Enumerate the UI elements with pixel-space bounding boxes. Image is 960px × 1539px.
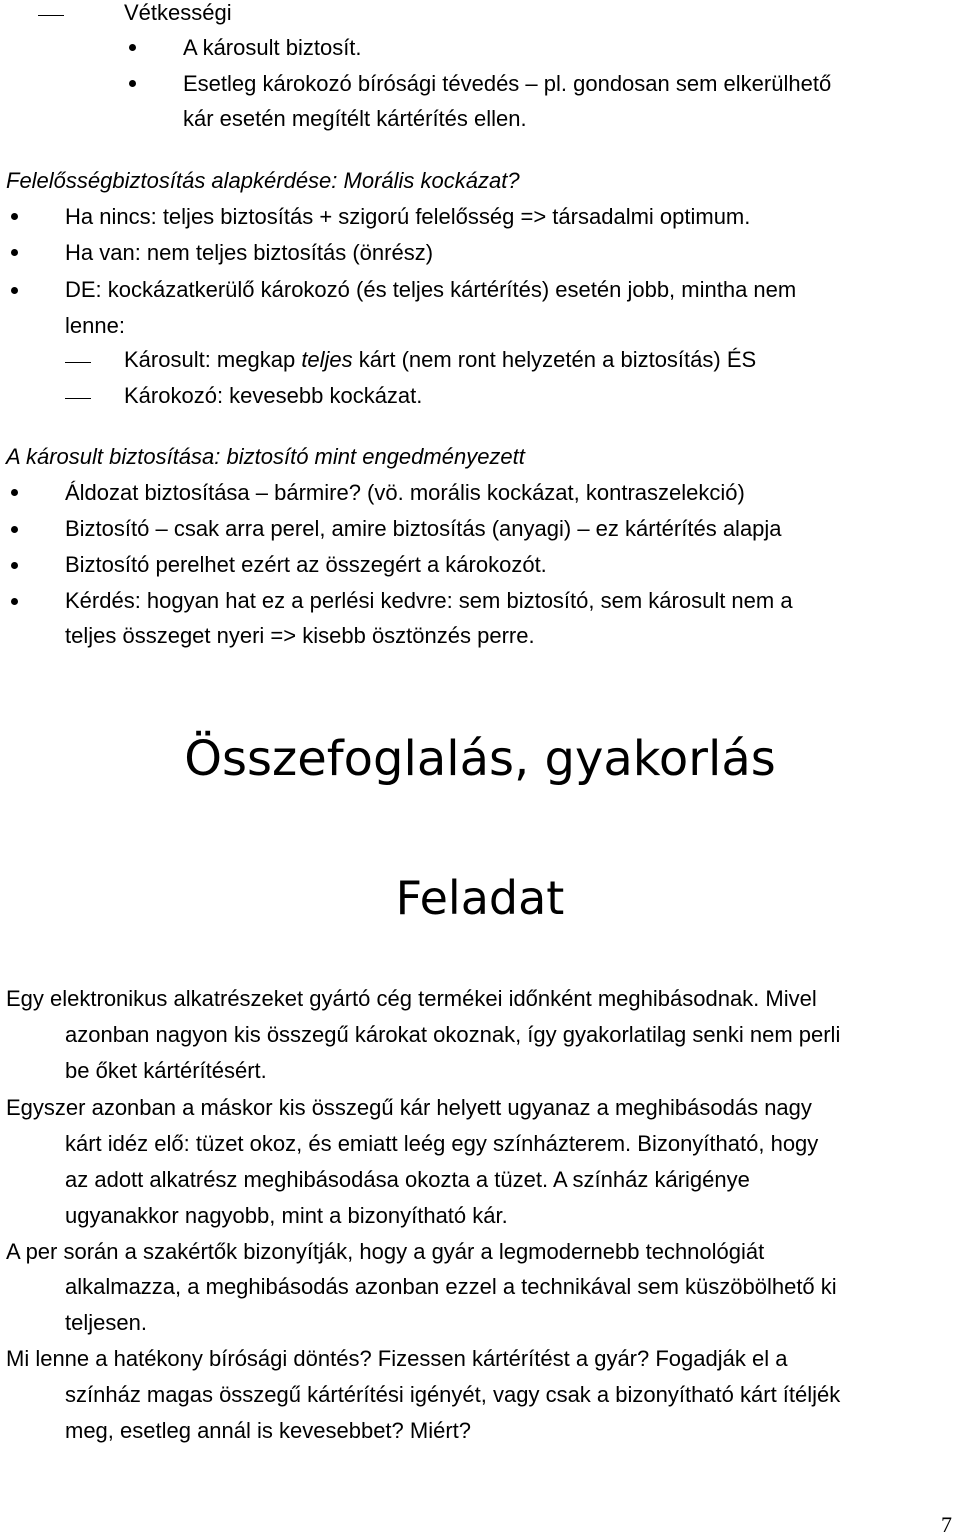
bullet-marker [11,526,18,533]
bullet-ha-van: Ha van: nem teljes biztosítás (önrész) [65,240,434,265]
task-paragraph-2-line-3: az adott alkatrész meghibásodása okozta a tüzet. A színház kárigénye [65,1167,750,1192]
task-paragraph-3-line-3: teljesen. [65,1310,147,1335]
bullet-de-kockazatkerulo-cont: lenne: [65,313,125,338]
bullet-marker [11,213,18,220]
bullet-marker [129,44,136,51]
bullet-marker [11,249,18,256]
task-paragraph-4-line-2: színház magas összegű kártérítési igényét, vagy csak a bizonyítható kárt ítéljék [65,1382,841,1407]
heading-osszefoglalas: Összefoglalás, gyakorlás [184,731,776,787]
dash-marker [38,15,64,16]
bullet-biztosito-perelhet: Biztosító perelhet ezért az összegért a károkozót. [65,552,547,577]
task-paragraph-2-line-2: kárt idéz elő: tüzet okoz, és emiatt leég egy színházterem. Bizonyítható, hogy [65,1131,819,1156]
task-paragraph-3-line-1: A per során a szakértők bizonyítják, hogy a gyár a legmodernebb technológiát [6,1239,765,1264]
task-paragraph-4-line-1: Mi lenne a hatékony bírósági döntés? Fizessen kártérítést a gyár? Fogadják el a [6,1346,788,1371]
dash-item-karokozo: Károkozó: kevesebb kockázat. [124,383,423,408]
task-paragraph-2-line-1: Egyszer azonban a máskor kis összegű kár helyett ugyanaz a meghibásodás nagy [6,1095,812,1120]
task-paragraph-1-line-2: azonban nagyon kis összegű károkat okoznak, így gyakorlatilag senki nem perli [65,1022,841,1047]
dash-item-karosult: Károsult: megkap teljes kárt (nem ront helyzetén a biztosítás) ÉS [124,347,757,372]
task-paragraph-4-line-3: meg, esetleg annál is kevesebbet? Miért? [65,1418,472,1443]
bullet-marker [11,562,18,569]
bullet-marker [11,598,18,605]
bullet-marker [129,80,136,87]
dash-marker [65,362,91,363]
sub-item-birosagi-tevedes-cont: kár esetén megítélt kártérítés ellen. [183,106,527,131]
task-paragraph-1-line-3: be őket kártérítésért. [65,1058,267,1083]
bullet-biztosito-csak-arra: Biztosító – csak arra perel, amire biztosítás (anyagi) – ez kártérítés alapja [65,516,782,541]
section-title-moralis-kockazat: Felelősségbiztosítás alapkérdése: Morális kockázat? [6,168,520,193]
bullet-aldozat-biztositasa: Áldozat biztosítása – bármire? (vö. morális kockázat, kontraszelekció) [65,480,745,505]
task-paragraph-3-line-2: alkalmazza, a meghibásodás azonban ezzel a technikával sem küszöbölhető ki [65,1274,837,1299]
task-paragraph-2-line-4: ugyanakkor nagyobb, mint a bizonyítható kár. [65,1203,508,1228]
sub-item-karosult-biztosit: A károsult biztosít. [183,35,362,60]
dash-marker [65,398,91,399]
heading-feladat: Feladat [395,871,565,925]
bullet-kerdes-cont: teljes összeget nyeri => kisebb ösztönzés perre. [65,623,535,648]
bullet-kerdes: Kérdés: hogyan hat ez a perlési kedvre: sem biztosító, sem károsult nem a [65,588,793,613]
sub-item-birosagi-tevedes: Esetleg károkozó bírósági tévedés – pl. gondosan sem elkerülhető [183,71,832,96]
list-item-vetkessegi: Vétkességi [124,0,232,25]
page-number: 7 [941,1512,952,1537]
bullet-ha-nincs: Ha nincs: teljes biztosítás + szigorú felelősség => társadalmi optimum. [65,204,751,229]
section-title-karosult-biztositasa: A károsult biztosítása: biztosító mint engedményezett [6,444,525,469]
task-paragraph-1-line-1: Egy elektronikus alkatrészeket gyártó cég termékei időnként meghibásodnak. Mivel [6,986,817,1011]
bullet-de-kockazatkerulo: DE: kockázatkerülő károkozó (és teljes kártérítés) esetén jobb, mintha nem [65,277,797,302]
bullet-marker [11,287,18,294]
emphasis-teljes: teljes [301,347,353,372]
bullet-marker [11,489,18,496]
